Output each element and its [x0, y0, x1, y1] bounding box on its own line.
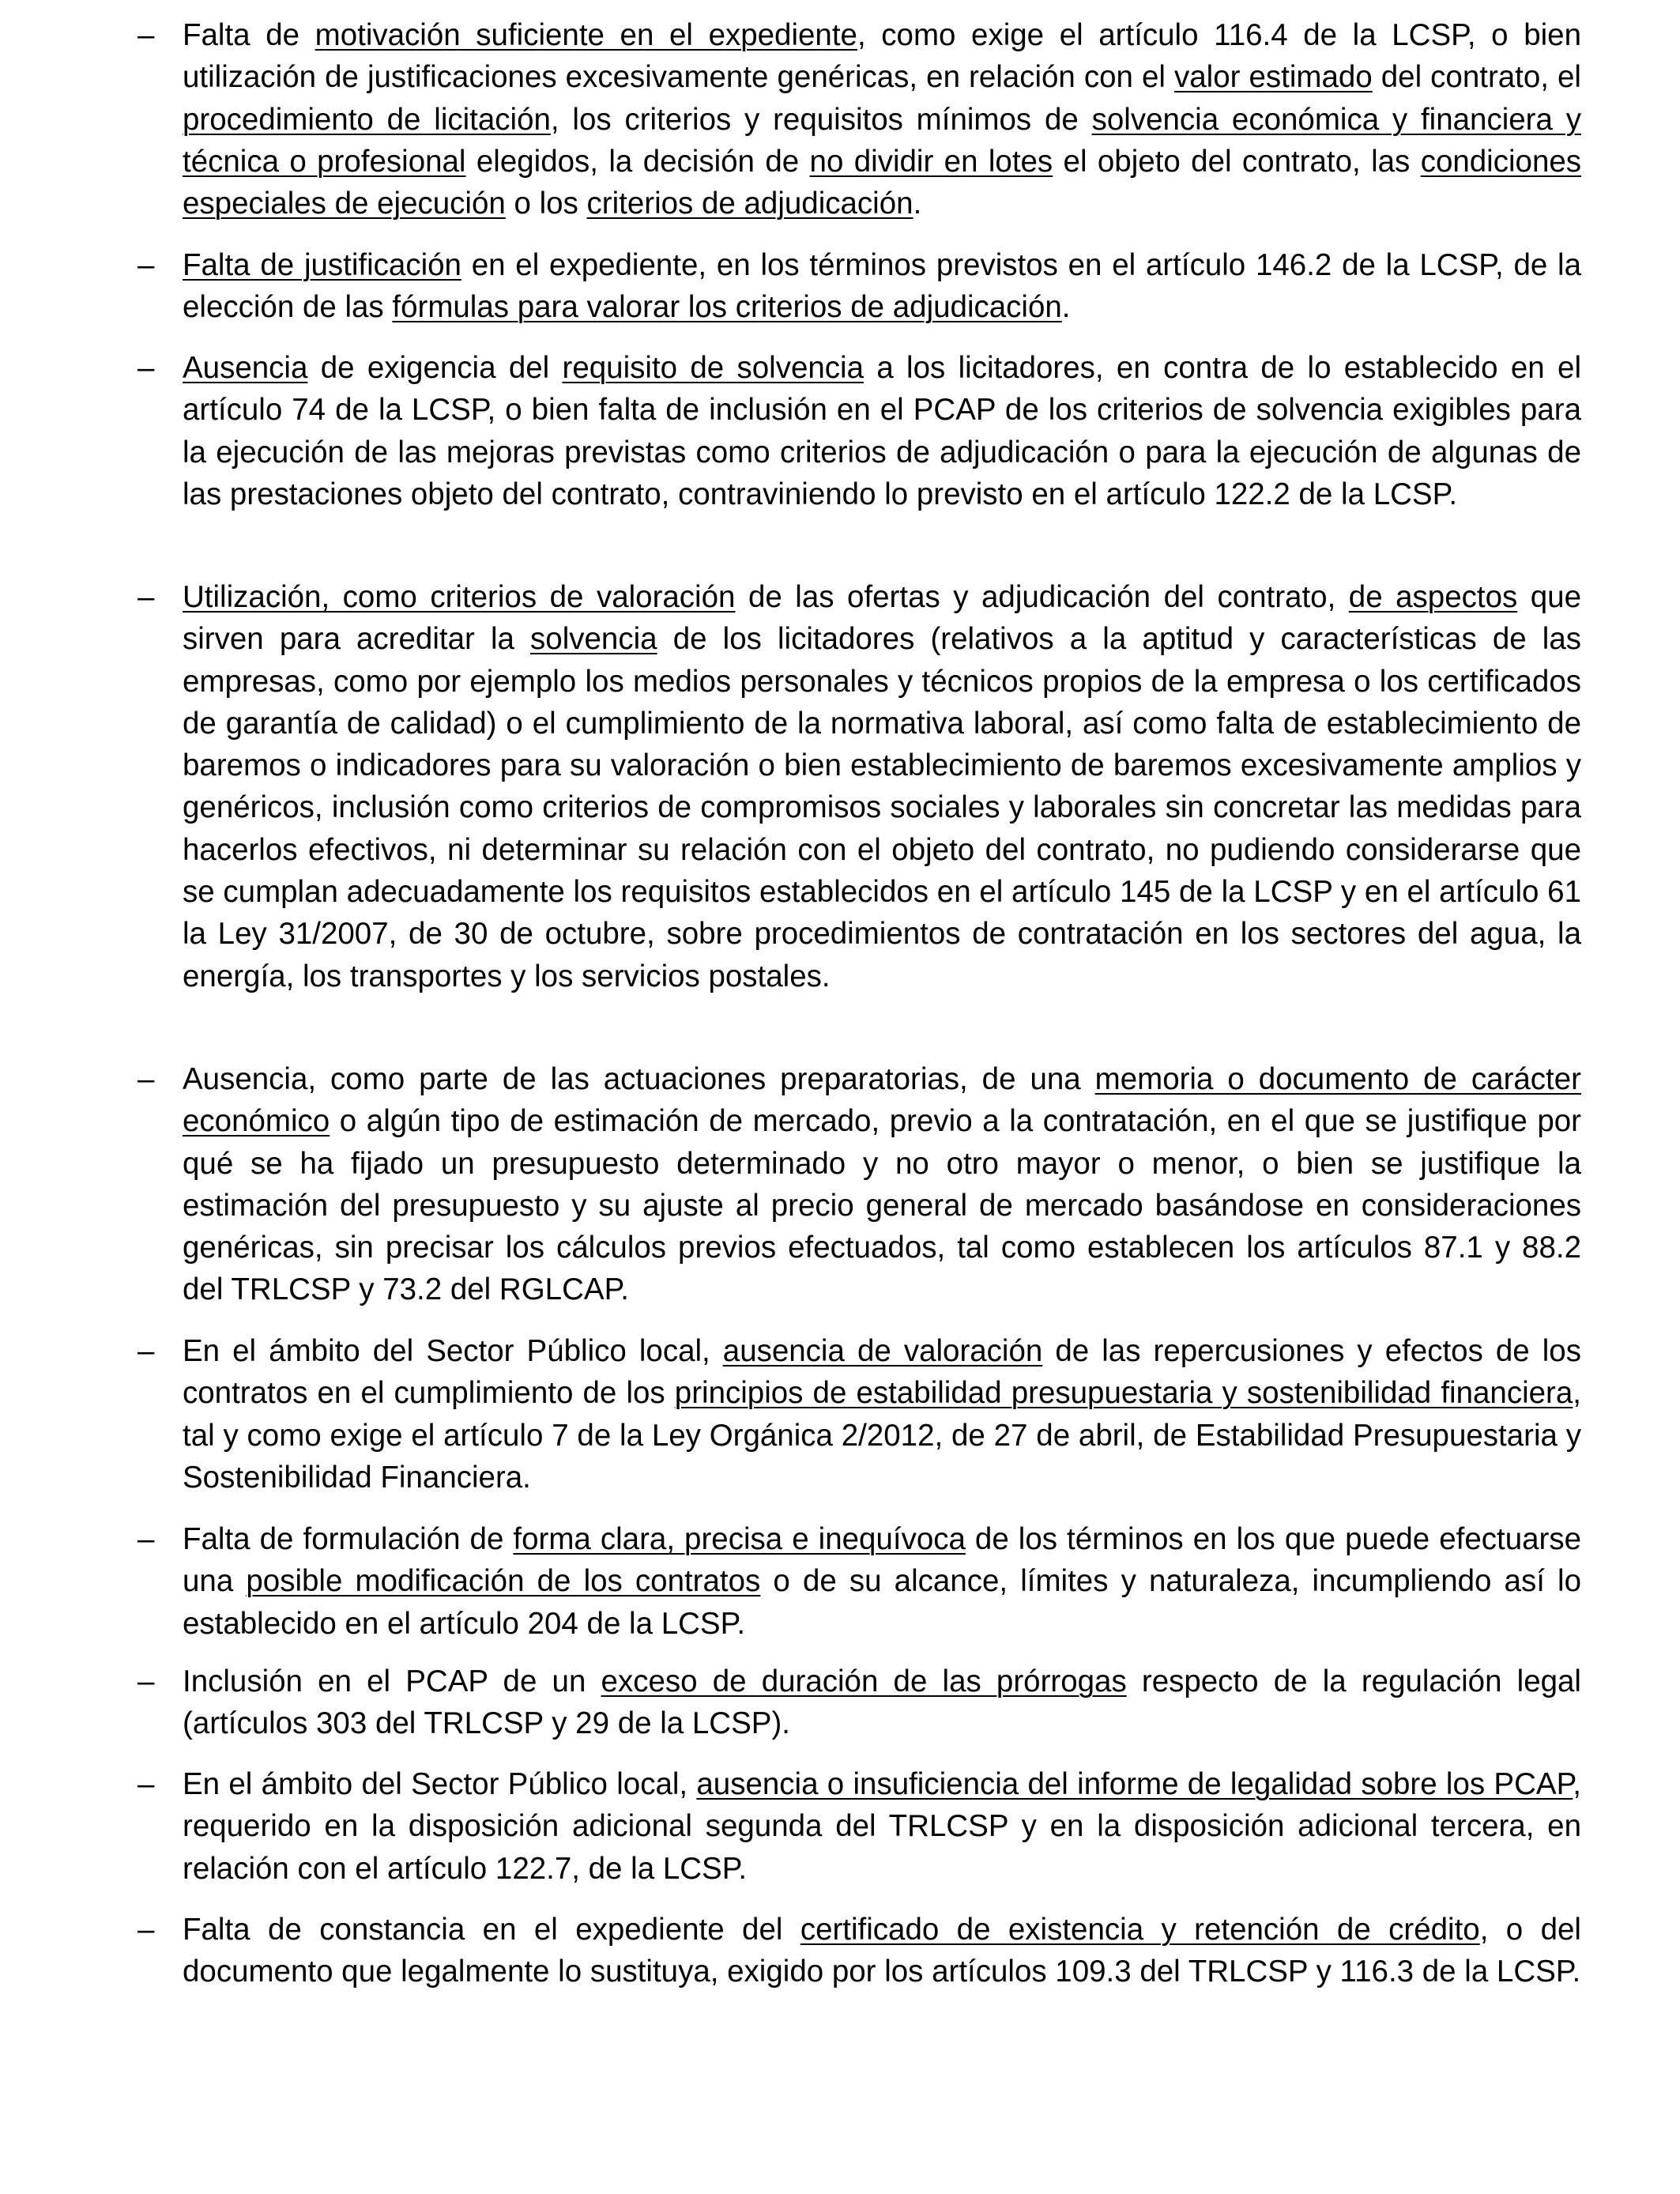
underlined-text: de aspectos [1348, 580, 1518, 614]
dash-bullet: – [137, 1062, 155, 1096]
paragraph [183, 576, 1581, 997]
text-run: elegidos, la decisión de [465, 144, 810, 179]
text-run: en el expediente, en los términos previstos en el artículo 146.2 de la LCSP, de la elección de las [183, 248, 1582, 325]
text-run: o de su alcance, límites y naturaleza, incumpliendo así lo establecido en el artículo 204 de la LCSP. [183, 1564, 1582, 1641]
paragraph [183, 1058, 1581, 1311]
underlined-text: motivación suficiente en el expediente [315, 18, 857, 52]
underlined-text: Utilización, como criterios de valoración [183, 580, 736, 614]
text-run: Falta de constancia en el expediente del [183, 1913, 800, 1947]
text-run: que sirven para acreditar la [183, 580, 1581, 657]
underlined-text: solvencia económica y financiera y técnica o profesional [183, 102, 1581, 179]
underlined-text: certificado de existencia y retención de crédito [800, 1913, 1480, 1947]
underlined-text: principios de estabilidad presupuestaria y sostenibilidad financiera [674, 1376, 1573, 1411]
text-run: En el ámbito del Sector Público local, [183, 1767, 697, 1801]
paragraph [183, 347, 1581, 515]
underlined-text: posible modificación de los contratos [246, 1564, 761, 1599]
text-run: Inclusión en el PCAP de un [183, 1664, 601, 1698]
underlined-text: procedimiento de licitación [183, 102, 551, 137]
text-run: de exigencia del [307, 351, 563, 385]
text-run: a los licitadores, en contra de lo establecido en el artículo 74 de la LCSP, o bien falta de inclusión en el PCAP de los criterios de solvencia exigibles para la ejecución de las mejoras previstas como criterios de adjudicación o para la ejecución de algunas de las prestaciones objeto del contrato, contraviniendo lo previsto en el artículo 122.2 de la LCSP. [183, 351, 1582, 511]
dash-bullet: – [137, 1767, 155, 1801]
dash-bullet: – [137, 351, 155, 385]
underlined-text: Ausencia [183, 351, 308, 385]
text-run: , los criterios y requisitos mínimos de [550, 102, 1092, 137]
paragraph [183, 1763, 1581, 1890]
text-run: . [913, 187, 922, 221]
underlined-text: memoria o documento de carácter económico [183, 1062, 1581, 1139]
underlined-text: ausencia de valoración [722, 1334, 1043, 1368]
paragraph [183, 244, 1581, 329]
text-run: Falta de formulación de [183, 1522, 514, 1556]
paragraph [183, 1661, 1581, 1745]
text-run: , requerido en la disposición adicional segunda del TRLCSP y en la disposición adicional tercera, en relación con el artículo 122.7, de la LCSP. [183, 1767, 1581, 1886]
paragraph [183, 1909, 1581, 1993]
text-run: . [1061, 290, 1071, 325]
underlined-text: valor estimado [1174, 60, 1373, 95]
dash-bullet: – [137, 1522, 155, 1556]
underlined-text: ausencia o insuficiencia del informe de legalidad sobre los PCAP [696, 1767, 1573, 1801]
paragraph [183, 14, 1581, 224]
text-run: del contrato, el [1372, 60, 1581, 95]
underlined-text: requisito de solvencia [562, 351, 864, 385]
text-run: el objeto del contrato, las [1053, 144, 1421, 179]
text-run: En el ámbito del Sector Público local, [183, 1334, 723, 1368]
underlined-text: criterios de adjudicación [586, 187, 913, 221]
text-run: de las repercusiones y efectos de los contratos en el cumplimiento de los [183, 1334, 1581, 1411]
dash-bullet: – [137, 1334, 155, 1368]
underlined-text: exceso de duración de las prórrogas [601, 1664, 1127, 1698]
text-run: de las ofertas y adjudicación del contrato, [735, 580, 1349, 614]
text-run: respecto de la regulación legal (artículos 303 del TRLCSP y 29 de la LCSP). [183, 1664, 1581, 1741]
paragraph [183, 1330, 1581, 1498]
underlined-text: forma clara, precisa e inequívoca [513, 1522, 966, 1556]
underlined-text: no dividir en lotes [809, 144, 1053, 179]
text-run: de los licitadores (relativos a la aptitud y características de las empresas, como por ejemplo los medios personales y técnicos propios de la empresa o los certificados de garantía de calidad) o el cumplimiento de la normativa laboral, así como falta de establecimiento de baremos o indicadores para su valoración o bien establecimiento de baremos excesivamente amplios y genéricos, inclusión como criterios de compromisos sociales y laborales sin concretar las medidas para hacerlos efectivos, ni determinar su relación con el objeto del contrato, no pudiendo considerarse que se cumplan adecuadamente los requisitos establecidos en el artículo 145 de la LCSP y en el artículo 61 la Ley 31/2007, de 30 de octubre, sobre procedimientos de contratación en los sectores del agua, la energía, los transportes y los servicios postales. [183, 622, 1582, 993]
text-run: o algún tipo de estimación de mercado, previo a la contratación, en el que se justifique por qué se ha fijado un presupuesto determinado y no otro mayor o menor, o bien se justifique la estimación del presupuesto y su ajuste al precio general de mercado basándose en consideraciones genéricas, sin precisar los cálculos previos efectuados, tal como establecen los artículos 87.1 y 88.2 del TRLCSP y 73.2 del RGLCAP. [183, 1104, 1581, 1307]
text-run: , como exige el artículo 116.4 de la LCSP, o bien utilización de justificaciones excesivamente genéricas, en relación con el [183, 18, 1581, 95]
paragraph [183, 1518, 1581, 1645]
text-run: Ausencia, como parte de las actuaciones preparatorias, de una [183, 1062, 1095, 1096]
text-run: Falta de [183, 18, 315, 52]
dash-bullet: – [137, 18, 155, 52]
text-run: o los [505, 187, 587, 221]
underlined-text: Falta de justificación [183, 248, 461, 282]
dash-bullet: – [137, 1913, 155, 1947]
text-run: , tal y como exige el artículo 7 de la Ley Orgánica 2/2012, de 27 de abril, de Estabilidad Presupuestaria y Sostenibilidad Financiera. [183, 1376, 1581, 1495]
text-run: , o del documento que legalmente lo sustituya, exigido por los artículos 109.3 del TRLCSP y 116.3 de la LCSP. [183, 1913, 1581, 1989]
underlined-text: fórmulas para valorar los criterios de adjudicación [392, 290, 1062, 325]
dash-bullet: – [137, 248, 155, 282]
text-run: de los términos en los que puede efectuarse una [183, 1522, 1581, 1599]
dash-bullet: – [137, 580, 155, 614]
underlined-text: solvencia [530, 622, 657, 657]
underlined-text: condiciones especiales de ejecución [183, 144, 1582, 221]
dash-bullet: – [137, 1664, 155, 1698]
